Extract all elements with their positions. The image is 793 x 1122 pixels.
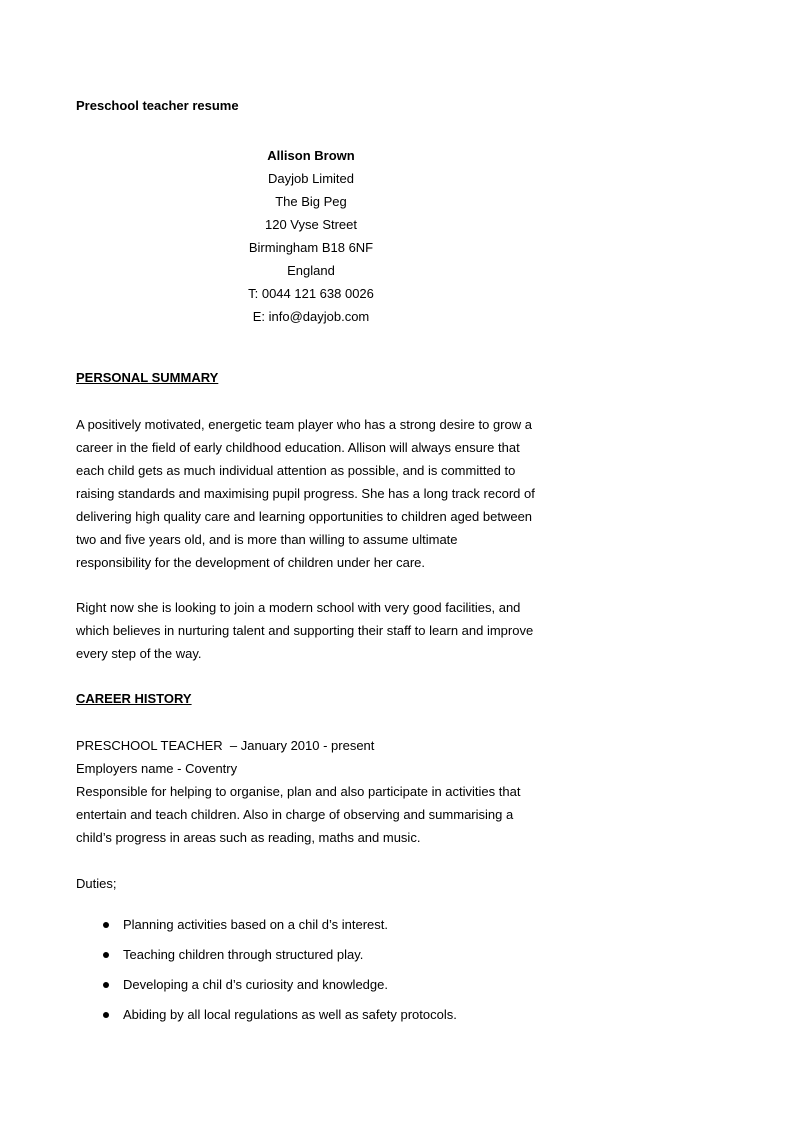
job-description-line: Responsible for helping to organise, plan and also participate in activities that <box>76 784 521 799</box>
contact-block <box>200 144 422 328</box>
duty-text: Teaching children through structured play. <box>123 947 364 962</box>
contact-city: Birmingham B18 6NF <box>248 240 374 255</box>
contact-building: The Big Peg <box>275 194 347 209</box>
summary-line: A positively motivated, energetic team player who has a strong desire to grow a <box>76 417 532 432</box>
list-item <box>76 944 457 974</box>
duties-label <box>76 872 546 895</box>
list-item <box>76 974 457 1004</box>
job-entry <box>76 734 546 849</box>
summary-line: two and five years old, and is more than willing to assume ultimate <box>76 532 458 547</box>
personal-summary-paragraph-2 <box>76 596 546 665</box>
summary-line: delivering high quality care and learning opportunities to children aged between <box>76 509 533 524</box>
career-history-heading: CAREER HISTORY <box>76 691 192 706</box>
contact-phone: T: 0044 121 638 0026 <box>248 286 374 301</box>
bullet-icon <box>103 982 109 988</box>
duty-text: Planning activities based on a chil d’s interest. <box>123 917 388 932</box>
contact-company: Dayjob Limited <box>268 171 354 186</box>
bullet-icon <box>103 952 109 958</box>
contact-street: 120 Vyse Street <box>264 217 357 232</box>
duties-label-text: Duties; <box>76 876 117 891</box>
duty-text: Abiding by all local regulations as well as safety protocols. <box>123 1007 457 1022</box>
contact-name: Allison Brown <box>267 148 355 163</box>
job-description-line: child’s progress in areas such as reading, maths and music. <box>76 830 421 845</box>
bullet-icon <box>103 922 109 928</box>
summary-line: career in the field of early childhood education. Allison will always ensure that <box>76 440 520 455</box>
job-title-line: PRESCHOOL TEACHER – January 2010 - present <box>76 738 375 753</box>
duty-text: Developing a chil d’s curiosity and knowledge. <box>123 977 388 992</box>
contact-country: England <box>287 263 335 278</box>
summary-line: Right now she is looking to join a modern school with very good facilities, and <box>76 600 521 615</box>
summary-line: each child gets as much individual attention as possible, and is committed to <box>76 463 516 478</box>
job-description-line: entertain and teach children. Also in charge of observing and summarising a <box>76 807 514 822</box>
summary-line: raising standards and maximising pupil progress. She has a long track record of <box>76 486 535 501</box>
list-item <box>76 1004 457 1034</box>
duties-list <box>76 914 457 1034</box>
summary-line: responsibility for the development of children under her care. <box>76 555 426 570</box>
personal-summary-heading: PERSONAL SUMMARY <box>76 370 219 385</box>
contact-email: E: info@dayjob.com <box>252 309 370 324</box>
summary-line: every step of the way. <box>76 646 202 661</box>
personal-summary-paragraph-1 <box>76 413 546 574</box>
summary-line: which believes in nurturing talent and supporting their staff to learn and improve <box>76 623 534 638</box>
list-item <box>76 914 457 944</box>
employer-line: Employers name - Coventry <box>76 761 238 776</box>
bullet-icon <box>103 1012 109 1018</box>
document-title: Preschool teacher resume <box>76 98 239 113</box>
